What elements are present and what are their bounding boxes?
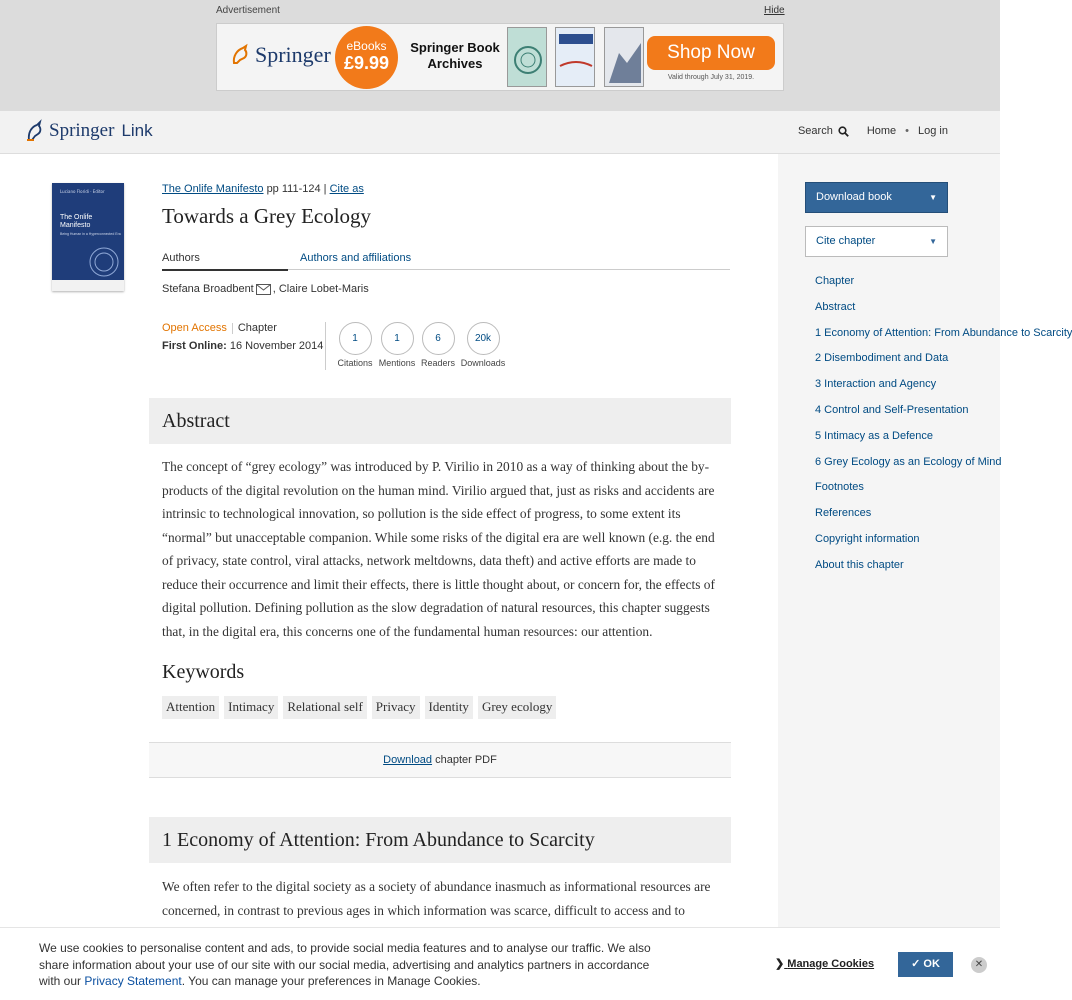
cookie-consent-bar (0, 927, 1000, 1000)
toc-item[interactable]: 2 Disembodiment and Data (815, 352, 949, 365)
author-name[interactable]: , Claire Lobet-Maris (272, 283, 369, 295)
abstract-text: The concept of “grey ecology” was introduced by P. Virilio in 2010 as a way of thinking about the by-products of the digital revolution on the human mind. Virilio argued that, just as risks and accidents are intrinsic to technological innovation, so pollution is the side effect of progress, to some extent its “normal” but unacceptable companion. While some risks of the digital era are well known (e.g. the end of privacy, state control, viral attacks, network meltdowns, data theft) and active efforts are made to reduce their occurrence and limit their effects, there is little thought about, or concern for, the effects of digital pollution. Defining pollution as the slow degradation of natural resources, this chapter suggests that, in the digital era, this concerns one of the fundamental human resources: our attention. (162, 459, 715, 639)
meta-separator: | (323, 183, 327, 195)
metric-value: 6 (422, 322, 455, 355)
keyword-tag[interactable]: Grey ecology (478, 696, 556, 719)
ad-ebook-price-badge (335, 26, 398, 89)
springerlink-logo[interactable] (25, 120, 153, 142)
cite-chapter-button[interactable] (805, 226, 948, 257)
tab-authors-and-affiliations[interactable]: Authors and affiliations (300, 252, 412, 264)
page-range: pp 111-124 (266, 183, 321, 195)
nav-separator: • (905, 125, 910, 137)
metric-downloads[interactable] (458, 322, 508, 368)
toc-item[interactable]: Abstract (815, 300, 856, 313)
cookie-ok-button[interactable]: ✓ OK (898, 952, 953, 977)
book-cover-thumbnail[interactable] (52, 183, 124, 291)
mail-icon[interactable] (256, 284, 271, 295)
section-1-text: We often refer to the digital society as a society of abundance inasmuch as informational resources are concerned, in contrast to previous ages in which information was scarce, difficult to access and to (162, 879, 711, 918)
springer-horse-icon (25, 120, 45, 142)
ad-valid-through-text: Valid through July 31, 2019. (667, 74, 755, 81)
download-book-button[interactable] (805, 182, 948, 213)
search-button[interactable] (798, 125, 849, 137)
metric-value: 20k (467, 322, 500, 355)
keywords-heading: Keywords (162, 661, 245, 683)
chapter-title: Towards a Grey Ecology (162, 204, 372, 228)
metric-readers[interactable] (413, 322, 463, 368)
ad-archives-text: Springer Book Archives (410, 40, 500, 71)
tab-authors[interactable]: Authors (162, 252, 288, 271)
sidebar (778, 154, 1072, 1000)
cite-chapter-label: Cite chapter (816, 235, 876, 247)
keyword-list (162, 696, 556, 719)
section-1-header (149, 817, 731, 863)
search-icon (838, 126, 849, 137)
ad-book-cover-1 (507, 27, 547, 87)
author-name[interactable]: Stefana Broadbent (162, 283, 254, 295)
caret-down-icon: ▼ (929, 237, 937, 246)
author-tabs (162, 250, 730, 270)
manage-cookies-label: Manage Cookies (787, 958, 875, 970)
login-link[interactable]: Log in (918, 125, 948, 137)
ad-ebook-price: £9.99 (343, 53, 390, 73)
toc-item[interactable]: 1 Economy of Attention: From Abundance to Scarcity (815, 326, 1072, 339)
header-nav (798, 125, 948, 137)
ad-book-cover-3 (604, 27, 644, 87)
toc-item[interactable]: Copyright information (815, 532, 920, 545)
ad-banner[interactable] (216, 23, 784, 91)
first-online (162, 340, 323, 352)
springer-horse-icon (229, 44, 251, 66)
toc-item[interactable]: 3 Interaction and Agency (815, 378, 937, 391)
download-pdf-suffix: chapter PDF (432, 754, 497, 766)
brand-name: Springer (49, 120, 115, 141)
cover-editor: Luciano Floridi · Editor (60, 189, 105, 194)
download-pdf-box (149, 742, 731, 778)
abstract-heading: Abstract (162, 410, 230, 432)
toc-item[interactable]: References (815, 507, 872, 520)
metric-label: Citations (337, 358, 373, 368)
chapter-meta-line (162, 183, 364, 195)
access-separator (232, 323, 233, 334)
toc-item[interactable]: Footnotes (815, 481, 864, 494)
cookie-text: We use cookies to personalise content and ads, to provide social media features and to analyse our traffic. We also share information about your use of our site with our social media, advertising and analytics partners in accordance with our Privacy Statement. You can manage your preferences in Manage Cookies. (39, 941, 651, 988)
cover-artwork (82, 245, 122, 279)
keyword-tag[interactable]: Attention (162, 696, 219, 719)
keyword-tag[interactable]: Relational self (283, 696, 366, 719)
metric-label: Mentions (378, 358, 416, 368)
metric-value: 1 (381, 322, 414, 355)
open-access-badge: Open Access (162, 322, 227, 334)
ad-book-cover-2 (555, 27, 595, 87)
cite-as-link[interactable]: Cite as (329, 183, 364, 195)
main-content (0, 154, 778, 1000)
ad-hide-link[interactable]: Hide (764, 5, 785, 16)
ad-springer-logo (229, 42, 331, 68)
metric-label: Readers (420, 358, 456, 368)
search-label: Search (797, 125, 833, 137)
table-of-contents (815, 275, 1072, 585)
toc-item[interactable]: 5 Intimacy as a Defence (815, 429, 934, 442)
advertisement-band (0, 0, 1000, 111)
close-icon[interactable]: ✕ (971, 957, 987, 973)
ad-brand-text: Springer (255, 42, 331, 67)
home-link[interactable]: Home (866, 125, 897, 137)
metrics-divider (325, 322, 326, 370)
metric-value: 1 (339, 322, 372, 355)
metric-label: Downloads (460, 358, 506, 368)
site-header (0, 111, 1000, 154)
privacy-statement-link[interactable]: Privacy Statement (84, 974, 182, 988)
cover-title: The Onlife Manifesto Being Human in a Hyperconnected Era (60, 214, 121, 236)
book-title-link[interactable]: The Onlife Manifesto (162, 183, 264, 195)
keyword-tag[interactable]: Identity (425, 696, 473, 719)
section-1-heading: 1 Economy of Attention: From Abundance to Scarcity (162, 829, 595, 851)
manage-cookies-button[interactable] (775, 957, 874, 970)
ad-label: Advertisement (216, 5, 280, 16)
cover-publisher-strip (52, 280, 124, 291)
download-book-label: Download book (816, 191, 892, 203)
caret-down-icon: ▼ (929, 193, 937, 202)
first-online-label: First Online: (162, 340, 227, 352)
keyword-tag[interactable]: Privacy (372, 696, 420, 719)
brand-suffix: Link (121, 121, 153, 140)
toc-item[interactable]: 6 Grey Ecology as an Ecology of Mind (815, 455, 1002, 468)
abstract-header (149, 398, 731, 444)
access-info (162, 322, 277, 334)
toc-item[interactable]: Chapter (815, 275, 855, 287)
ad-ebook-label: eBooks (346, 39, 387, 53)
toc-item[interactable]: 4 Control and Self-Presentation (815, 403, 969, 416)
author-list (162, 283, 369, 295)
toc-item[interactable]: About this chapter (815, 558, 904, 571)
first-online-date: 16 November 2014 (229, 340, 324, 352)
keyword-tag[interactable]: Intimacy (224, 696, 278, 719)
chevron-right-icon: ❯ (775, 958, 785, 970)
ad-shop-now-button[interactable]: Shop Now (647, 36, 775, 70)
content-type: Chapter (237, 322, 277, 334)
download-chapter-pdf-link[interactable]: Download (383, 754, 433, 766)
